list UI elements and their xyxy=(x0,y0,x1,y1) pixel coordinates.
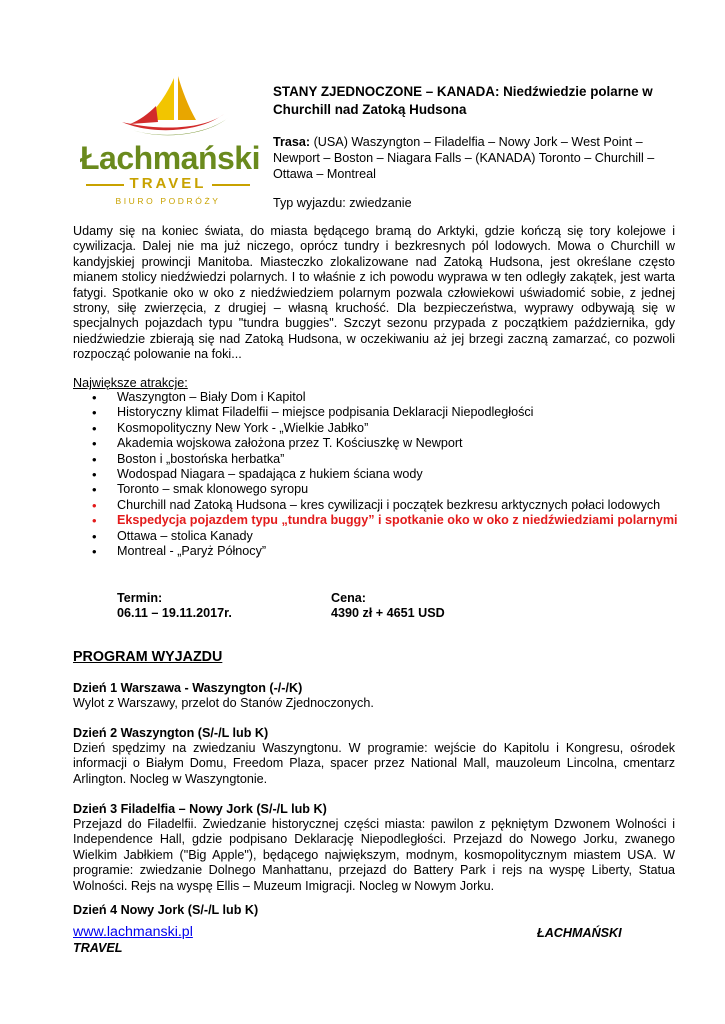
list-item xyxy=(92,390,682,405)
list-item xyxy=(92,436,682,451)
bullet-icon: • xyxy=(92,405,97,421)
list-item-text: Ottawa – stolica Kanady xyxy=(117,528,253,543)
list-item-highlight xyxy=(92,513,682,528)
list-item-text: Akademia wojskowa założona przez T. Kościuszkę w Newport xyxy=(117,436,463,451)
day-2-text: Dzień spędzimy na zwiedzaniu Waszyngtonu. W programie: wejście do Kapitolu i Kongresu, ośrodek informacji o Białym Domu, Freedom Plaza, spacer przez National Mall, mauzoleum Lincolna, cmentarz Arlington. Nocleg w Waszyngtonie. xyxy=(73,741,675,786)
trip-type: Typ wyjazdu: zwiedzanie xyxy=(273,196,412,210)
bullet-icon: • xyxy=(92,497,97,513)
day-2-heading: Dzień 2 Waszyngton (S/-/L lub K) xyxy=(73,726,269,740)
list-item-text: Wodospad Niagara – spadająca z hukiem ściana wody xyxy=(117,467,423,482)
bullet-icon: • xyxy=(92,513,97,529)
logo-name: Łachmański xyxy=(80,140,260,176)
day-3-heading: Dzień 3 Filadelfia – Nowy Jork (S/-/L lub K) xyxy=(73,802,327,816)
bullet-icon: • xyxy=(92,451,97,467)
price-value: 4390 zł + 4651 USD xyxy=(331,606,445,620)
bullet-icon: • xyxy=(92,436,97,452)
list-item xyxy=(92,405,682,420)
route-info xyxy=(273,134,673,182)
company-logo xyxy=(78,72,258,214)
termin-value: 06.11 – 19.11.2017r. xyxy=(117,606,232,620)
day-4-heading: Dzień 4 Nowy Jork (S/-/L lub K) xyxy=(73,903,259,917)
list-item-text: Waszyngton – Biały Dom i Kapitol xyxy=(117,390,306,404)
list-item xyxy=(92,452,682,467)
list-item-text: Ekspedycja pojazdem typu „tundra buggy” i spotkanie oko w oko z niedźwiedziami polarnymi xyxy=(117,513,678,528)
list-item xyxy=(92,482,682,497)
bullet-icon: • xyxy=(92,390,97,405)
list-item xyxy=(92,467,682,482)
logo-travel: TRAVEL xyxy=(129,175,207,192)
logo-divider-right xyxy=(212,184,250,186)
list-item xyxy=(92,498,682,513)
list-item-text: Kosmopolityczny New York - „Wielkie Jabłko” xyxy=(117,420,369,435)
website-link[interactable]: www.lachmanski.pl xyxy=(73,924,193,940)
page-title: STANY ZJEDNOCZONE – KANADA: Niedźwiedzie polarne w Churchill nad Zatoką Hudsona xyxy=(273,84,653,117)
sail-emblem-icon xyxy=(78,72,258,142)
list-item xyxy=(92,421,682,436)
logo-subtitle: BIURO PODRÓŻY xyxy=(115,196,221,206)
footer-brand-line2: TRAVEL xyxy=(73,941,123,955)
bullet-icon: • xyxy=(92,528,97,544)
list-item xyxy=(92,529,682,544)
list-item-text: Montreal - „Paryż Północy” xyxy=(117,544,267,559)
price-label: Cena: xyxy=(331,591,366,605)
bullet-icon: • xyxy=(92,420,97,436)
list-item-text: Boston i „bostońska herbatka” xyxy=(117,451,285,466)
intro-paragraph: Udamy się na koniec świata, do miasta będącego bramą do Arktyki, gdzie kończą się tory kolejowe i cywilizacja. Dalej nie ma już niczego, oprócz tundry i bezkresnych pól lodowych. Mowa o Churchill w kandyjskiej prowincji Manitoba. Miasteczko zlokalizowane nad Zatoką Hudsona, jest określane często mianem stolicy niedźwiedzi polarnych. I to właśnie z ich powodu wyprawa w ten odległy zakątek, jest warta fatygi. Spotkanie oko w oko z niedźwiedziem polarnym pozwala człowiekowi uświadomić sobie, z jednej strony, siłę zwierzęcia, z drugiej – własną kruchość. Dla bezpieczeństwa, wyprawy odbywają się w specjalnych pojazdach typu "tundra buggies". Szczyt sezonu przypada z początkiem października, gdy niedźwiedzie zbierają się nad Zatoką Hudsona, w oczekiwaniu aż jej brzegi zaczną zamarzać, co pozwoli rozpocząć polowanie na foki... xyxy=(73,224,675,362)
attractions-heading: Największe atrakcje: xyxy=(73,376,188,390)
list-item-text: Toronto – smak klonowego syropu xyxy=(117,482,309,497)
day-1-heading: Dzień 1 Warszawa - Waszyngton (-/-/K) xyxy=(73,681,303,695)
list-item xyxy=(92,544,682,559)
day-1-text: Wylot z Warszawy, przelot do Stanów Zjednoczonych. xyxy=(73,696,374,710)
bullet-icon: • xyxy=(92,482,97,498)
bullet-icon: • xyxy=(92,544,97,560)
attractions-list xyxy=(92,390,682,559)
route-label: Trasa: xyxy=(273,135,311,149)
bullet-icon: • xyxy=(92,467,97,483)
day-3-text: Przejazd do Filadelfii. Zwiedzanie historycznej części miasta: pawilon z pękniętym Dzwonem Wolności i Independence Hall, gdzie podpisano Deklarację Niepodległości. Przejazd do Nowego Jorku, zwanego Wielkim Jabłkiem ("Big Apple"), będącego największym, modnym, kosmopolitycznym miastem USA. W programie: zwiedzanie Dolnego Manhattanu, przejazd do Battery Park i rejs na wyspę Liberty, Statua Wolności. Rejs na wyspę Ellis – Muzeum Imigracji. Nocleg w Nowym Jorku. xyxy=(73,817,675,893)
list-item-text: Churchill nad Zatoką Hudsona – kres cywilizacji i początek bezkresu arktycznych połaci lodowych xyxy=(117,497,661,512)
termin-label: Termin: xyxy=(117,591,163,605)
route-text: (USA) Waszyngton – Filadelfia – Nowy Jork – West Point – Newport – Boston – Niagara Falls – (KANADA) Toronto – Churchill – Ottawa – Montreal xyxy=(273,135,655,181)
footer-brand-line1: ŁACHMAŃSKI xyxy=(537,926,622,940)
list-item-text: Historyczny klimat Filadelfii – miejsce podpisania Deklaracji Niepodległości xyxy=(117,405,534,420)
program-heading: PROGRAM WYJAZDU xyxy=(73,649,223,665)
